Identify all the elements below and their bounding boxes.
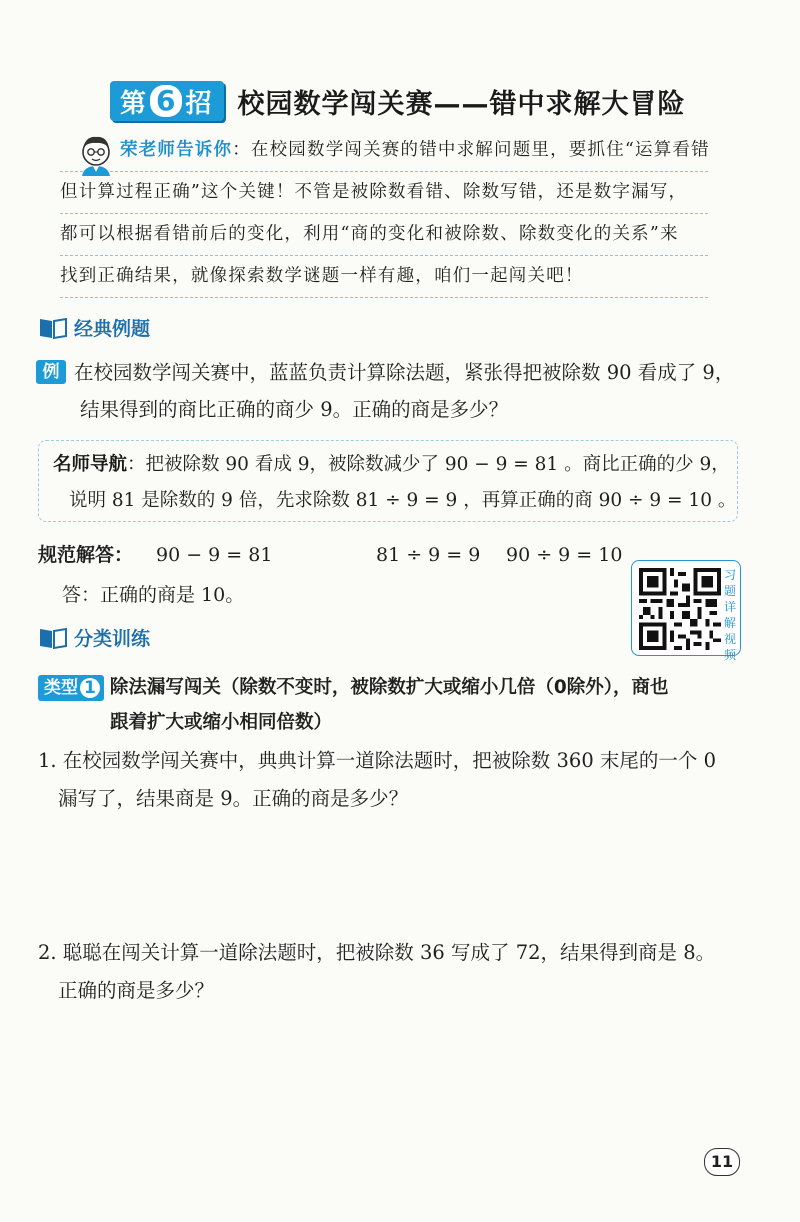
section-title: 分类训练 bbox=[74, 628, 151, 650]
badge-prefix: 第 bbox=[120, 88, 147, 119]
lesson-title-text: 校园数学闯关赛——错中求解大冒险 bbox=[237, 88, 686, 120]
type-line: 跟着扩大或缩小相同倍数） bbox=[110, 712, 333, 733]
solution-equation: 90 − 9 = 81 bbox=[156, 544, 273, 566]
section-header-training bbox=[38, 624, 150, 651]
qr-caption bbox=[723, 567, 737, 663]
type-line bbox=[38, 670, 758, 705]
type-text: 除法漏写闯关（除数不变时，被除数扩大或缩小几倍（0除外），商也 bbox=[109, 677, 669, 698]
type-badge bbox=[38, 675, 104, 701]
qr-caption-char: 解 bbox=[723, 616, 736, 630]
qr-code-icon[interactable] bbox=[639, 568, 721, 650]
question-line: 正确的商是多少？ bbox=[58, 979, 215, 1002]
tip-line bbox=[60, 130, 708, 172]
question-line: 1. 在校园数学闯关赛中，典典计算一道除法题时，把被除数 360 末尾的一个 0 bbox=[38, 749, 717, 772]
teacher-guide-box bbox=[38, 440, 738, 522]
guide-label: 名师导航 bbox=[53, 454, 128, 475]
qr-caption-char: 频 bbox=[723, 648, 736, 662]
qr-caption-char: 视 bbox=[723, 632, 736, 646]
lesson-title bbox=[110, 78, 686, 124]
example-line: 结果得到的商比正确的商少 9。正确的商是多少？ bbox=[80, 398, 509, 421]
example-text: 在校园数学闯关赛中，蓝蓝负责计算除法题，紧张得把被除数 90 看成了 9， bbox=[74, 361, 735, 384]
guide-line: 说明 81 是除数的 9 倍，先求除数 81 ÷ 9 = 9 ，再算正确的商 90 ÷ 9 = 10 。 bbox=[69, 490, 737, 511]
solution-equation: 81 ÷ 9 = 9 bbox=[376, 544, 481, 566]
qr-code-panel[interactable] bbox=[631, 560, 741, 662]
example-problem bbox=[36, 354, 756, 428]
question-2 bbox=[38, 934, 768, 1010]
solution-equation: 90 ÷ 9 = 10 bbox=[506, 544, 623, 566]
page-number: 11 bbox=[704, 1148, 740, 1176]
qr-caption-char: 题 bbox=[723, 584, 736, 598]
badge-suffix: 招 bbox=[185, 88, 212, 119]
solution-answer: 答：正确的商是 10。 bbox=[62, 584, 245, 606]
question-line: 2. 聪聪在闯关计算一道除法题时，把被除数 36 写成了 72，结果得到商是 8。 bbox=[38, 941, 716, 964]
solution-label: 规范解答： bbox=[38, 544, 134, 566]
tip-line: 找到正确结果，就像探索数学谜题一样有趣，咱们一起闯关吧！ bbox=[60, 256, 708, 298]
section-header-classic bbox=[38, 314, 150, 341]
guide-line bbox=[53, 447, 737, 483]
qr-caption-char: 习 bbox=[723, 568, 736, 582]
book-icon bbox=[38, 626, 70, 650]
type-badge-number: 1 bbox=[80, 678, 100, 698]
standard-solution bbox=[38, 540, 622, 570]
question-1 bbox=[38, 742, 768, 818]
qr-caption-char: 详 bbox=[723, 600, 736, 614]
tip-label: 荣老师告诉你 bbox=[120, 140, 233, 160]
teacher-avatar-icon bbox=[74, 132, 120, 178]
type-badge-label: 类型 bbox=[44, 678, 78, 698]
tip-line: 都可以根据看错前后的变化，利用“商的变化和被除数、除数变化的关系”来 bbox=[60, 214, 708, 256]
guide-text: ：把被除数 90 看成 9，被除数减少了 90 − 9 = 81 。商比正确的少 9， bbox=[127, 454, 730, 475]
tip-line: 但计算过程正确”这个关键！不管是被除数看错、除数写错，还是数字漏写， bbox=[60, 172, 708, 214]
example-badge: 例 bbox=[36, 360, 66, 384]
badge-number: 6 bbox=[150, 85, 181, 117]
solution-row bbox=[38, 540, 622, 570]
teacher-tip bbox=[60, 130, 708, 298]
lesson-badge bbox=[110, 81, 224, 121]
question-line: 漏写了，结果商是 9。正确的商是多少？ bbox=[58, 787, 409, 810]
section-title: 经典例题 bbox=[74, 318, 151, 340]
book-icon bbox=[38, 316, 70, 340]
type-header bbox=[38, 670, 758, 740]
example-line bbox=[36, 354, 756, 391]
tip-text: ：在校园数学闯关赛的错中求解问题里，要抓住“运算看错 bbox=[232, 140, 710, 160]
